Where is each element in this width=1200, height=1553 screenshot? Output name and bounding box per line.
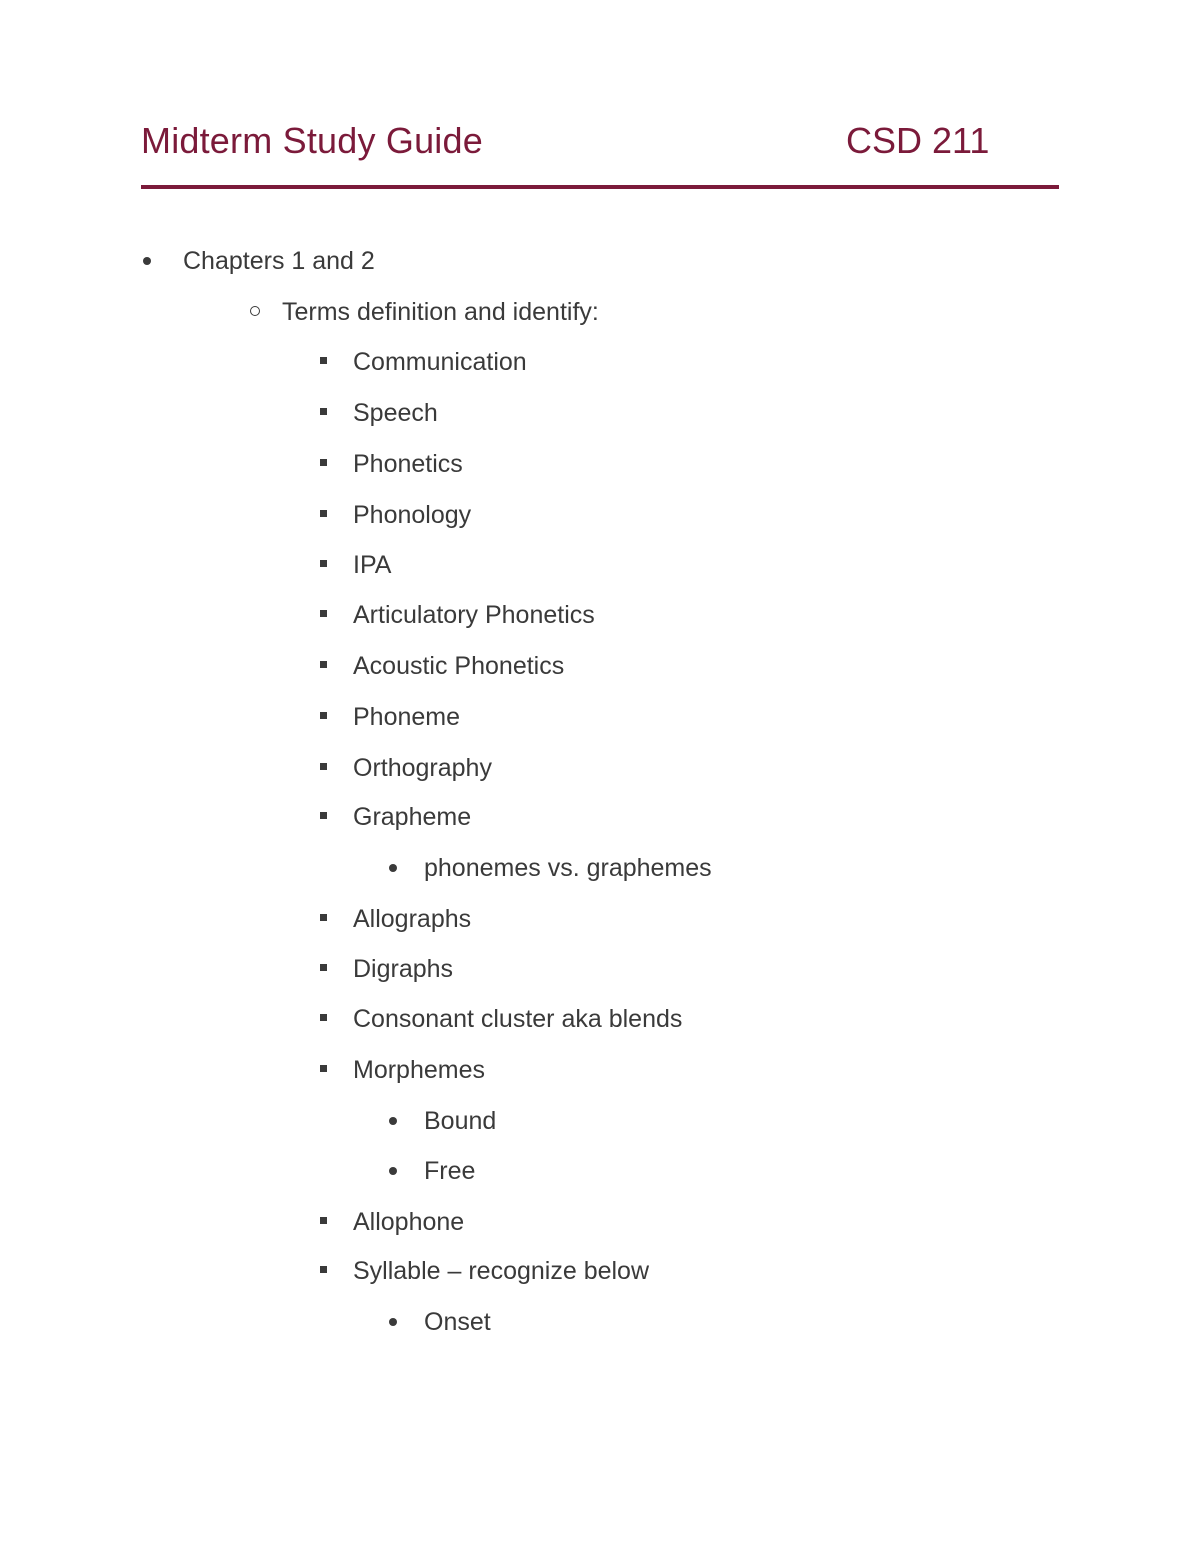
sub-term-label: Onset [424, 1308, 491, 1336]
term-label: Syllable – recognize below [353, 1257, 650, 1285]
term-label: Digraphs [353, 955, 454, 983]
outline-item-label: Chapters 1 and 2 [183, 247, 375, 275]
header-divider [141, 185, 1059, 189]
term-label: Speech [353, 399, 438, 427]
page-title: Midterm Study Guide [141, 120, 483, 161]
term-label: IPA [353, 551, 392, 579]
sub-term-label: Free [424, 1157, 476, 1185]
term-label: Phonology [353, 501, 472, 529]
term-label: Phonetics [353, 450, 463, 478]
term-label: Allophone [353, 1208, 465, 1236]
term-label: Phoneme [353, 703, 461, 731]
sub-term-label: phonemes vs. graphemes [424, 854, 712, 882]
term-label: Articulatory Phonetics [353, 601, 595, 629]
sub-term-label: Bound [424, 1107, 497, 1135]
term-label: Acoustic Phonetics [353, 652, 565, 680]
term-label: Morphemes [353, 1056, 485, 1084]
term-label: Grapheme [353, 803, 472, 831]
term-label: Allographs [353, 905, 472, 933]
term-label: Orthography [353, 754, 492, 782]
term-label: Communication [353, 348, 527, 376]
course-code: CSD 211 [846, 120, 990, 161]
term-label: Consonant cluster aka blends [353, 1005, 683, 1033]
outline-item-label: Terms definition and identify: [282, 298, 599, 326]
